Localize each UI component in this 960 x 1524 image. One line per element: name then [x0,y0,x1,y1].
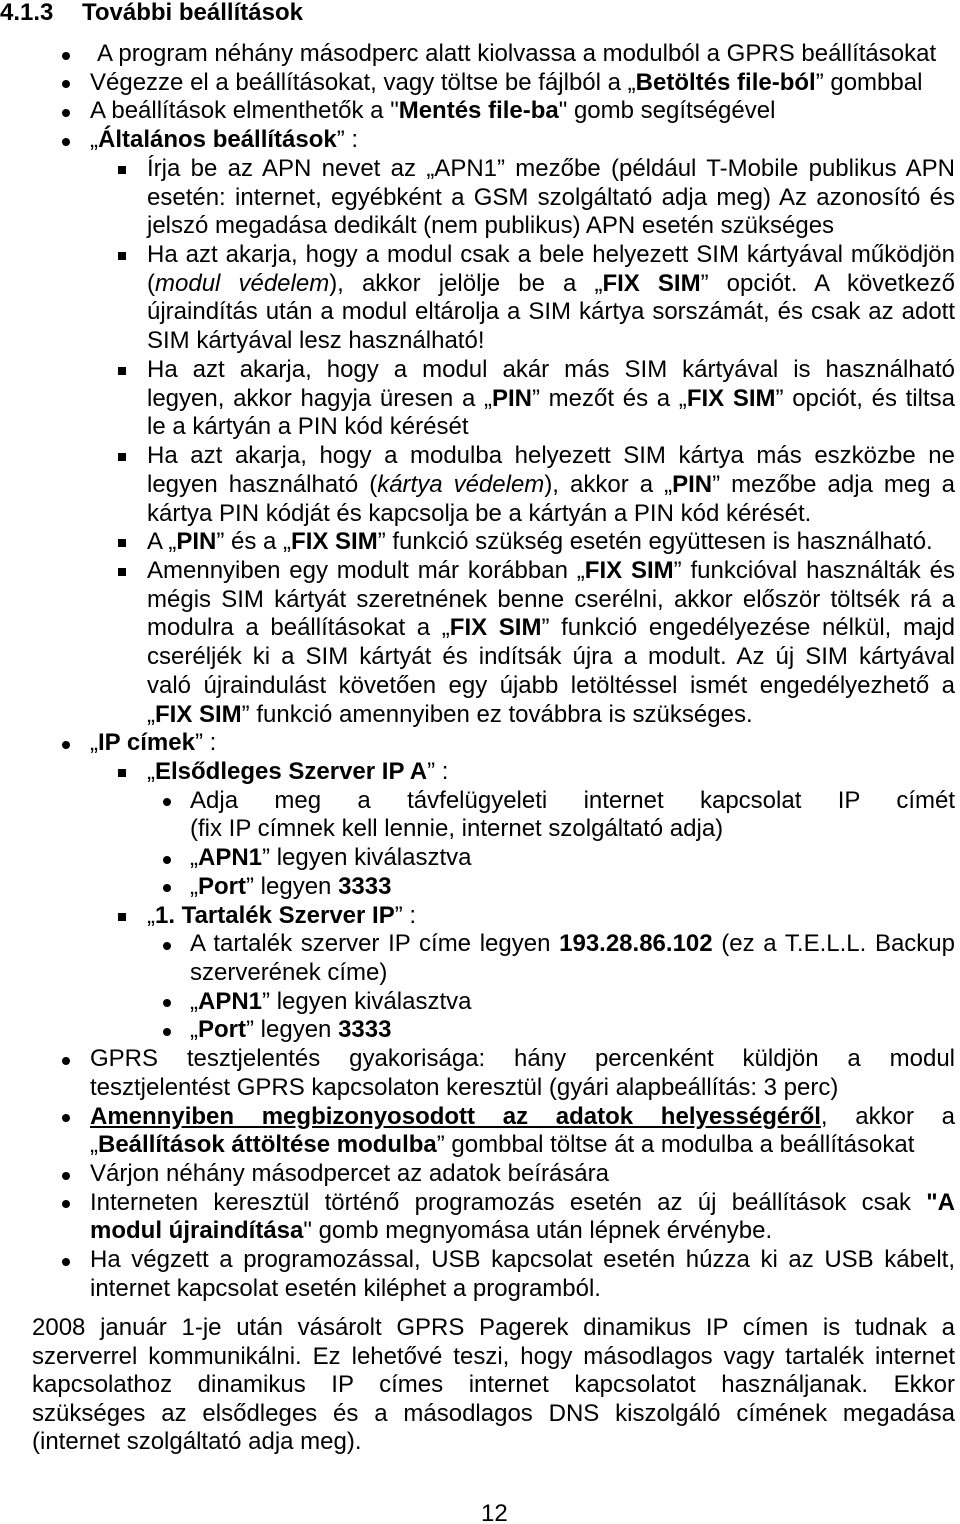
bold-text: APN1 [198,987,263,1015]
text-run: „ [147,700,155,728]
list-item-level-1 [0,69,955,98]
text-run: „ [90,1131,98,1159]
text-run: A program néhány másodperc alatt kiolvassa a modulból a GPRS beállításokat [97,40,937,67]
text-run: „ [190,987,198,1015]
italic-text: kártya védelem [377,470,545,498]
text-run: ” funkció szükség esetén együttesen is használható. [377,528,933,556]
text-run: internet kapcsolat esetén kiléphet a programból. [90,1274,601,1302]
text-run: 2008 január 1-je után vásárolt GPRS Pagerek dinamikus IP címen is tudnak a [32,1314,955,1341]
text-run: ” gombbal [815,68,923,96]
text-line [147,184,955,213]
list-item-level-2 [0,155,955,241]
bullet-icon [62,52,70,60]
list-item-level-3 [0,787,955,844]
bullet-icon [62,1172,70,1180]
bold-underline-text: Amennyiben megbizonyosodott az adatok helyességéről [90,1102,821,1130]
list-item-level-2 [0,356,955,442]
bullet-icon [163,999,171,1007]
bold-text: Beállítások áttöltése modulba [98,1131,437,1159]
text-line [190,873,955,902]
list-item-level-1 [0,1045,955,1102]
text-run: ” funkció engedélyezése nélkül, majd [541,614,956,642]
bold-text: FIX SIM [291,528,378,556]
bold-text: Mentés file-ba [398,97,559,125]
list-item-level-2 [0,557,955,729]
bold-text: Port [198,1016,246,1044]
list-item-level-3 [0,873,955,902]
text-line [147,241,955,270]
bullet-icon [62,741,70,749]
text-line [32,1371,955,1400]
list-item-level-1 [0,126,955,155]
text-run: (fix IP címnek kell lennie, internet szolgáltató adja) [190,815,724,843]
text-run: ” : [336,126,359,154]
text-line [32,1314,955,1343]
text-run: ), akkor jelölje be a „ [329,269,603,297]
list-item-level-1 [0,1103,955,1160]
bold-text: PIN [176,528,217,556]
bullet-icon [163,942,171,950]
text-line [147,356,955,385]
text-line [147,528,955,557]
text-run: legyen használható ( [147,470,378,498]
text-line [32,1428,955,1457]
text-line [190,844,955,873]
text-line [147,413,955,442]
bullet-icon [62,80,70,88]
text-run: Írja be az APN nevet az „APN1” mezőbe (például T-Mobile publikus APN [147,154,955,182]
text-run: ( [147,269,155,297]
text-run: ” opciót. A következő [700,269,956,297]
bold-text: FIX SIM [602,269,701,297]
text-line [90,1189,955,1218]
bold-text: 3333 [338,872,392,900]
text-line [147,643,955,672]
text-line [90,1275,955,1304]
text-run: jelszó megadása dedikált (nem publikus) APN esetén szükséges [147,212,835,240]
bold-text: Betöltés file-ból [635,68,816,96]
text-run: Amennyiben egy modult már korábban „ [147,556,585,584]
bullet-icon [62,1114,70,1122]
bold-text: 193.28.86.102 [559,930,713,958]
text-run: ” : [427,757,449,785]
text-line [90,729,955,758]
text-line [147,385,955,414]
square-bullet-icon [118,453,126,461]
text-run: tesztjelentést GPRS kapcsolaton keresztül (gyári alapbeállítás: 3 perc) [90,1073,839,1101]
text-line [147,298,955,327]
bold-text: APN1 [198,844,263,872]
text-line [147,500,955,529]
text-run: ” : [194,729,217,757]
list-item-level-2 [0,758,955,787]
bullet-icon [62,1057,70,1065]
text-run: „ [147,901,155,929]
text-run: A beállítások elmenthetők a " [90,97,399,125]
text-run: ” legyen [246,872,339,900]
text-run: ” gombbal töltse át a modulba a beállításokat [436,1131,915,1159]
text-line [90,1103,955,1132]
text-line [190,1016,955,1045]
square-bullet-icon [118,769,126,777]
bold-text: Elsődleges Szerver IP A [155,757,428,785]
text-run: szükséges az elsődleges és a másodlagos DNS kiszolgáló címének megadása [32,1399,955,1427]
text-run: A „ [147,528,177,556]
bold-text: Általános beállítások [98,126,337,154]
bullet-icon [163,1028,171,1036]
bullet-icon [163,798,171,806]
text-run: esetén: internet, egyébként a GSM szolgáltató adja meg) Az azonosító és [147,183,955,211]
text-run: Ha azt akarja, hogy a modulba helyezett SIM kártya más eszközbe ne [147,442,955,470]
text-run: kapcsolathoz dinamikus IP címes internet kapcsolatot használjanak. Ekkor [32,1371,955,1398]
bullet-icon [62,1258,70,1266]
list-item-level-3 [0,844,955,873]
bold-text: FIX SIM [155,700,242,728]
section-number: 4.1.3 [0,0,54,26]
list-item-level-1 [0,1189,955,1246]
bold-text: 1. Tartalék Szerver IP [155,901,395,929]
bold-text: PIN [672,470,713,498]
list-item-level-3 [0,988,955,1017]
text-line [147,701,955,730]
text-line [147,471,955,500]
text-line [190,930,955,959]
bullet-icon [62,138,70,146]
text-line [90,1160,955,1189]
text-run: Adja meg a távfelügyeleti internet kapcsolat IP címét [190,786,955,814]
italic-text: modul védelem [155,269,330,297]
text-run: ” mezőbe adja meg a [712,470,955,498]
list-item-level-2 [0,902,955,931]
bold-text: PIN [491,384,532,412]
bold-text: Port [198,872,246,900]
bold-text: 3333 [338,1016,392,1044]
body-paragraph [32,1314,955,1457]
bold-text: FIX SIM [686,384,776,412]
page-number: 12 [481,1500,508,1524]
text-run: legyen, akkor hagyja üresen a „ [147,384,492,412]
section-title: További beállítások [82,0,303,26]
list-item-level-2 [0,528,955,557]
text-run: Végezze el a beállításokat, vagy töltse be fájlból a „ [90,68,636,96]
text-line [190,988,955,1017]
text-line [90,126,955,155]
list-item-level-1 [0,1160,955,1189]
list-item-level-1 [0,729,955,758]
text-run: ), akkor a „ [544,470,673,498]
text-line [147,902,955,931]
text-line [190,815,955,844]
text-run: „ [190,872,198,900]
text-line [90,97,955,126]
text-run: szerverének címe) [190,959,388,986]
text-line [147,212,955,241]
text-line [190,787,955,816]
text-line [90,1246,955,1275]
text-run: Várjon néhány másodpercet az adatok beírására [90,1160,609,1188]
text-run: Ha azt akarja, hogy a modul csak a bele helyezett SIM kártyával működjön [147,241,955,269]
text-run: Ha végzett a programozással, USB kapcsolat esetén húzza ki az USB kábelt, [90,1246,955,1274]
text-line [90,69,955,98]
text-run: mégis SIM kártyát szeretnének benne cserélni, akkor először töltsék rá a [147,585,955,613]
text-line [90,1074,955,1103]
list-item-level-1 [0,1246,955,1303]
text-run: ” legyen kiválasztva [262,844,472,872]
text-run: le a kártyán a PIN kód kérését [147,413,469,441]
bold-text: IP címek [98,729,195,757]
text-run: újraindítás után a modul eltárolja a SIM kártya sorszámát, és csak az adott [147,298,955,326]
text-line [147,442,955,471]
text-line [32,1400,955,1429]
text-run: SIM kártyával lesz használható! [147,327,485,355]
text-line [147,270,955,299]
text-line [190,959,955,988]
text-run: „ [190,1016,198,1044]
text-run: ” legyen kiválasztva [262,987,472,1015]
settings-bullet-list [0,40,955,1304]
square-bullet-icon [118,568,126,576]
text-run: ” legyen [246,1016,339,1044]
text-line [90,40,955,69]
list-item-level-3 [0,930,955,987]
text-run: (ez a T.E.L.L. Backup [712,930,956,958]
text-run: „ [90,126,98,154]
square-bullet-icon [118,367,126,375]
text-run: Interneten keresztül történő programozás esetén az új beállítások csak [90,1188,927,1216]
bold-text: modul újraindítása [90,1217,304,1245]
text-line [147,672,955,701]
text-run: " gomb segítségével [558,97,776,125]
text-run: cseréljék ki a SIM kártyát és indítsák újra a modult. Az új SIM kártyával [147,643,955,671]
list-item-level-2 [0,241,955,356]
text-run: ” mezőt és a „ [532,384,687,412]
square-bullet-icon [118,539,126,547]
text-line [90,1045,955,1074]
bullet-icon [62,1200,70,1208]
list-item-level-1 [0,97,955,126]
list-item-level-2 [0,442,955,528]
text-run: „ [147,757,155,785]
text-run: kártya PIN kódját és kapcsolja be a kártyán a PIN kód kérését. [147,499,812,527]
list-item-level-1 [0,40,955,69]
text-run: való újraindulást követően egy újabb letöltéssel ismét engedélyezhető a [147,671,955,699]
bullet-icon [163,856,171,864]
text-run: GPRS tesztjelentés gyakorisága: hány percenként küldjön a modul [90,1045,955,1073]
text-run: modulra a beállításokat a „ [147,614,450,642]
text-line [147,327,955,356]
text-line [147,557,955,586]
text-run: ” funkcióval használták és [673,556,956,584]
text-line [32,1343,955,1372]
text-line [147,155,955,184]
bullet-icon [163,884,171,892]
square-bullet-icon [118,913,126,921]
text-line [90,1131,955,1160]
text-run: szerverrel kommunikálni. Ez lehetővé teszi, hogy másodlagos vagy tartalék internet [32,1342,955,1370]
text-run: ” : [394,901,417,929]
section-heading [0,0,303,27]
text-run: A tartalék szerver IP címe legyen [190,930,560,958]
text-line [147,614,955,643]
text-run: ” opciót, és tiltsa [775,384,955,412]
bold-text: "A [926,1188,955,1216]
text-line [90,1217,955,1246]
text-run: ” funkció amennyiben ez továbbra is szükséges. [241,700,753,728]
bullet-icon [62,109,70,117]
square-bullet-icon [118,252,126,260]
text-run: Ha azt akarja, hogy a modul akár más SIM kártyával is használható [147,355,955,383]
list-item-level-3 [0,1016,955,1045]
text-run: ” és a „ [216,528,292,556]
text-run: „ [90,729,98,757]
text-line [147,758,955,787]
bold-text: FIX SIM [584,556,674,584]
text-run: „ [190,844,198,872]
text-run: (internet szolgáltató adja meg). [32,1428,362,1455]
square-bullet-icon [118,166,126,174]
bold-text: FIX SIM [449,614,542,642]
text-run: " gomb megnyomása után lépnek érvénybe. [303,1217,773,1245]
text-run: , akkor a [820,1102,955,1130]
text-line [147,586,955,615]
